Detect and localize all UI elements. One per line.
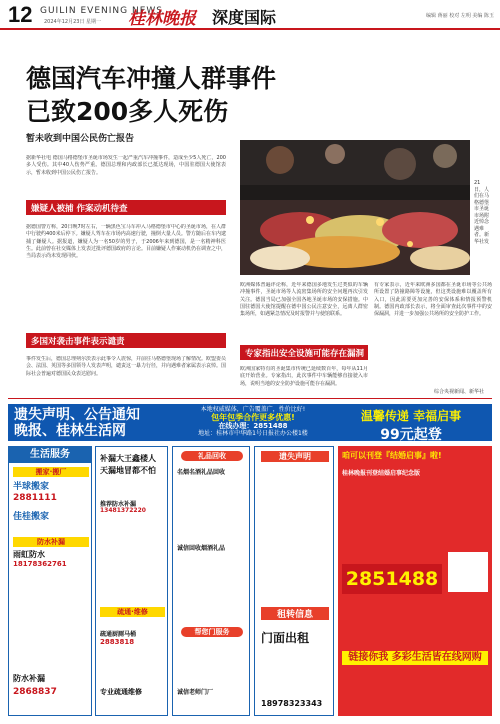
plumber-phone: 13481372220 xyxy=(100,507,146,514)
banner-center-line2: 包年包季合作更多优惠! xyxy=(211,413,295,422)
memorial-photo xyxy=(240,140,470,275)
ad-banner xyxy=(8,404,492,441)
waterproof-phone: 18178362761 xyxy=(13,560,67,568)
rent-head: 租转信息 xyxy=(261,607,329,620)
gift2-line: 诚信回收烟酒礼品 xyxy=(177,545,226,552)
wedding-sub: 桂林晚报刊登结婚启事纪念版 xyxy=(342,470,421,477)
plumber-label: 推荐防水补漏 xyxy=(100,501,137,508)
rent-phone: 18978323343 xyxy=(261,699,323,708)
memorial-photo-graphic xyxy=(240,140,470,275)
moving-head: 搬家·搬厂 xyxy=(13,467,89,477)
wedding-phone: 2851488 xyxy=(342,564,442,594)
moving2-name: 佳桂搬家 xyxy=(13,512,50,522)
leak-sub: 天漏地冒都不怕 xyxy=(100,466,156,475)
source-credit: 综合央视新闻、新华社 xyxy=(433,389,484,395)
waterproof-name: 雨虹防水 xyxy=(13,550,45,559)
photo-caption: 21日，人们在马格德堡市圣诞市场附近悼念遇难者。新华社发 xyxy=(474,180,490,245)
qr-code xyxy=(448,552,488,592)
leak-title: 补漏大王鑫楼人 xyxy=(100,454,156,463)
waterproof2-phone: 2868837 xyxy=(13,687,57,697)
banner-center-addr: 地址：桂林市中华路1号日报社办公楼1楼 xyxy=(198,430,308,437)
wedding-title: 咱可以刊登『结婚启事』啦! xyxy=(342,451,442,460)
section-divider xyxy=(8,398,492,399)
banner-center-phone: 在线办理：2851488 xyxy=(218,422,288,430)
unclog-head: 疏通·维修 xyxy=(100,607,165,617)
headline xyxy=(26,62,326,128)
moving-name: 半球搬家 xyxy=(13,482,50,492)
ad-repair xyxy=(95,446,168,716)
rent-store: 门面出租 xyxy=(261,631,310,645)
hvac-label: 专业疏通维修 xyxy=(100,688,142,696)
column2-text: 欧洲媒体普遍评论称，近年来德国多地发生过类似的车辆冲撞事件，圣诞市场等人流密集场所的安全问题再次引发关注。德国当局已加强全国各地圣诞市场的安保措施。中国驻德国大使馆提醒在德中国公民注意安全，远离人群密集场所，如遇紧急情况及时报警并与使馆联系。 xyxy=(240,282,368,318)
app-banner: 链接你我 多彩生活皆在线网购 xyxy=(342,651,488,665)
issue-date: 2024年12月23日 星期一 xyxy=(44,19,102,25)
section-title: 深度国际 xyxy=(212,8,277,27)
banner-left-line1: 遗失声明、公告通知 xyxy=(14,407,140,423)
section2-text: 事件发生后，德国总理朔尔茨表示此事令人震惊，并前往马格德堡现场了解情况。欧盟委员会、法国、英国等多国领导人发表声明，谴责这一暴力行径，并向遇难者家属表示哀悼。国际社会普遍对德国民众表达慰问。 xyxy=(26,356,226,377)
article-lead: 据新华社电 德国马格德堡市圣诞市场发生一起严重汽车冲撞事件，造成至少5人死亡，200多人受伤。其中40人伤势严重。德国总理和内政部长已抵达现场，中国驻德国大使馆表示，暂未收到中国公民伤亡报告。 xyxy=(26,155,226,176)
page-number: 12 xyxy=(8,2,33,27)
waterproof-head: 防水补漏 xyxy=(13,537,89,547)
banner-right xyxy=(334,407,488,441)
unclog-phone: 2883818 xyxy=(100,638,135,646)
section2-heading: 多国对袭击事件表示谴责 xyxy=(26,333,226,348)
english-name: GUILIN EVENING NEWS xyxy=(40,6,163,16)
subheadline: 暂未收到中国公民伤亡报告 xyxy=(26,134,135,144)
banner-center xyxy=(178,406,328,438)
gift-head: 礼品回收 xyxy=(181,451,243,461)
ad-notice xyxy=(254,446,334,716)
editor-credits: 编辑 蒋丽 校对 左明 美编 陈玉 xyxy=(426,13,494,19)
headline-line1: 德国汽车冲撞人群事件 xyxy=(26,64,277,93)
banner-center-line1: 本地权威媒体，广告覆盖广，性价比好! xyxy=(200,406,306,413)
page-header xyxy=(0,0,500,30)
section3-text: 欧洲国家特有的圣诞集市传统已延续数百年，每年从11月底开始营业。专家指出，此次事件中车辆能够直接驶入市场，说明当地的安全防护设施可能存在漏洞。 xyxy=(240,366,368,387)
unclog-name: 疏通厨厕马桶 xyxy=(100,631,137,638)
section3-heading: 专家指出安全设施可能存在漏洞 xyxy=(240,345,368,360)
lost-head: 遗失声明 xyxy=(261,451,329,462)
ad-gift xyxy=(172,446,250,716)
gift-line: 名烟名酒礼品回收 xyxy=(177,469,226,476)
help2-line: 诚信老师门厂 xyxy=(177,689,214,696)
life-service-head: 生活服务 xyxy=(9,447,91,463)
paper-logo: 桂林晚报 xyxy=(128,9,196,29)
banner-right-line2: 99元起登 xyxy=(380,427,442,441)
waterproof2-name: 防水补漏 xyxy=(13,674,45,683)
banner-left xyxy=(14,407,140,439)
ad-wedding xyxy=(338,446,492,716)
headline-line2: 已致200多人死伤 xyxy=(26,97,229,126)
section1-text: 据德国警方称，20日晚7时左右，一辆黑色宝马车冲入马格德堡市中心的圣诞市场，在人群中行驶约400米后停下。嫌疑人驾车在市场内高速行驶，撞倒大量人员。警方随后在车内逮捕了嫌疑人。据报道，嫌疑人为一名50岁的男子，于2006年来到德国，是一名精神科医生。此前曾在社交媒体上发表过批评德国政府的言论。目前嫌疑人作案动机仍在调查之中，当局表示尚未发现同伙。 xyxy=(26,224,226,260)
banner-left-line2: 晚报、桂林生活网 xyxy=(14,423,126,439)
help-head: 帮您门服务 xyxy=(181,627,243,637)
banner-right-line1: 温馨传递 幸福启事 xyxy=(360,409,462,423)
moving-phone: 2881111 xyxy=(13,493,57,503)
section1-heading: 嫌疑人被捕 作案动机待查 xyxy=(26,200,226,215)
column3-text: 有专家表示，近年来欧洲多国都在圣诞市场等公共场所设置了防撞路障等设施，但这类设施难以覆盖所有入口，因此需要更加完善的安保体系和情报预警机制。德国内政部长表示，将全面审查此次事件中的安保漏洞，并进一步加强公共场所的安全防护工作。 xyxy=(374,282,492,318)
ad-life-service xyxy=(8,446,92,716)
